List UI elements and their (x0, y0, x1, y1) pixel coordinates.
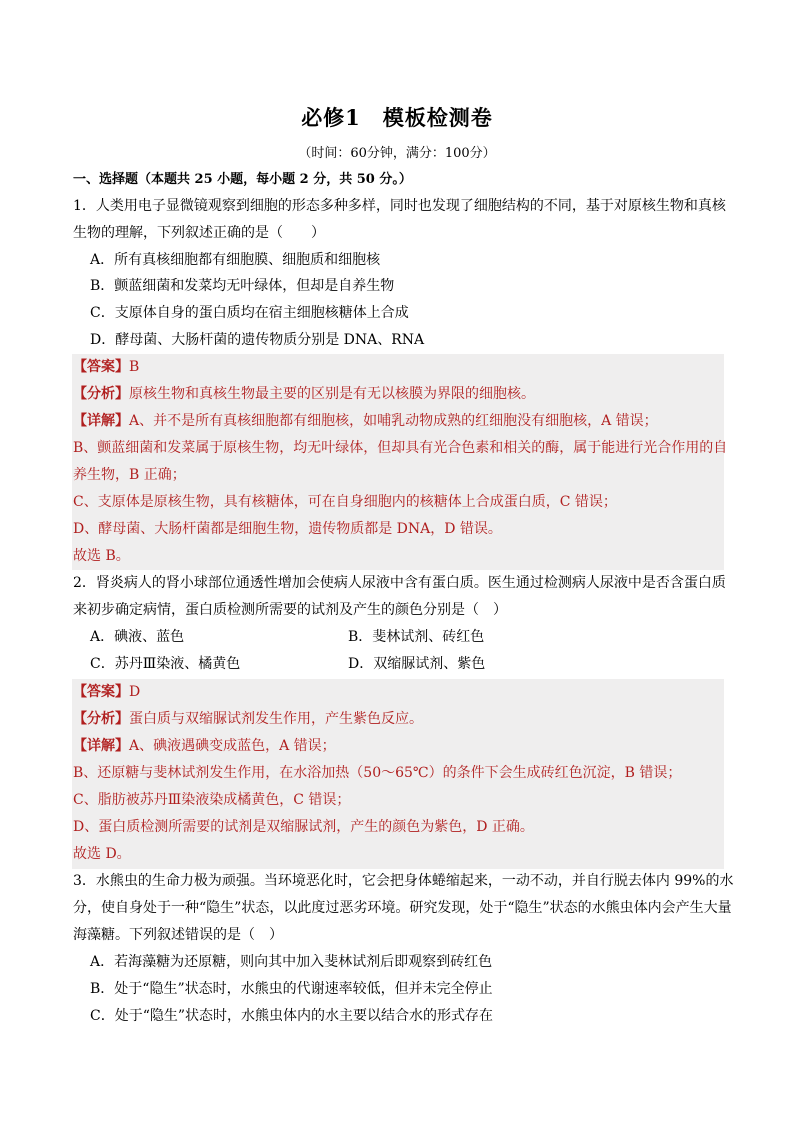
q3-option-b: B．处于“隐生”状态时，水熊虫的代谢速率较低，但并未完全停止 (90, 981, 493, 997)
q1-analysis (73, 384, 723, 404)
q3-option-a: A．若海藻糖为还原糖，则向其中加入斐林试剂后即观察到砖红色 (90, 954, 493, 970)
analysis-tag: 【分析】 (73, 711, 129, 727)
q2-option-b: B．斐林试剂、砖红色 (348, 629, 485, 645)
q1-answer (73, 357, 723, 377)
detail-tag: 【详解】 (73, 413, 129, 429)
q2-answer (73, 682, 723, 702)
q3-option-c: C．处于“隐生”状态时，水熊虫体内的水主要以结合水的形式存在 (90, 1008, 494, 1024)
q1-detail-line2: B、颤蓝细菌和发菜属于原核生物，均无叶绿体，但却具有光合色素和相关的酶，属于能进行光合作用的自 (73, 440, 728, 456)
q3-stem-line3: 海藻糖。下列叙述错误的是（ ） (73, 927, 283, 943)
section-heading: 一、选择题（本题共 25 小题，每小题 2 分，共 50 分。） (73, 172, 412, 187)
detail-tag: 【详解】 (73, 738, 129, 754)
analysis-tag: 【分析】 (73, 386, 129, 402)
analysis-text: 原核生物和真核生物最主要的区别是有无以核膜为界限的细胞核。 (129, 386, 535, 402)
q1-option-d: D．酵母菌、大肠杆菌的遗传物质分别是 DNA、RNA (90, 332, 425, 348)
q1-stem-line1: 1．人类用电子显微镜观察到细胞的形态多种多样，同时也发现了细胞结构的不同，基于对原核生物和真核 (73, 198, 726, 214)
q2-stem-line1: 2．肾炎病人的肾小球部位通透性增加会使病人尿液中含有蛋白质。医生通过检测病人尿液中是否含蛋白质 (73, 575, 726, 591)
detail-text: A、并不是所有真核细胞都有细胞核，如哺乳动物成熟的红细胞没有细胞核，A 错误； (129, 413, 658, 429)
q1-option-a: A．所有真核细胞都有细胞膜、细胞质和细胞核 (90, 252, 381, 268)
answer-tag: 【答案】 (73, 359, 129, 375)
q2-option-a: A．碘液、蓝色 (90, 629, 185, 645)
q2-option-c: C．苏丹Ⅲ染液、橘黄色 (90, 656, 241, 672)
q1-option-b: B．颤蓝细菌和发菜均无叶绿体，但却是自养生物 (90, 278, 395, 294)
q1-conclusion: 故选 B。 (73, 548, 130, 564)
q1-option-c: C．支原体自身的蛋白质均在宿主细胞核糖体上合成 (90, 305, 409, 321)
answer-value: D (129, 684, 141, 700)
q2-conclusion: 故选 D。 (73, 846, 131, 862)
page-title: 必修1 模板检测卷 (301, 105, 493, 130)
detail-text: A、碘液遇碘变成蓝色，A 错误； (129, 738, 336, 754)
q2-option-d: D．双缩脲试剂、紫色 (348, 656, 486, 672)
answer-value: B (129, 359, 140, 375)
analysis-text: 蛋白质与双缩脲试剂发生作用，产生紫色反应。 (129, 711, 423, 727)
q2-detail-line1 (73, 736, 723, 756)
q1-stem-line2: 生物的理解，下列叙述正确的是（ ） (73, 225, 325, 241)
q2-detail-line3: C、脂肪被苏丹Ⅲ染液染成橘黄色，C 错误； (73, 792, 351, 808)
q1-detail-line1 (73, 411, 723, 431)
q2-detail-line4: D、蛋白质检测所需要的试剂是双缩脲试剂，产生的颜色为紫色，D 正确。 (73, 819, 534, 835)
q1-detail-line3: 养生物，B 正确； (73, 467, 186, 483)
exam-info: （时间：60分钟，满分：100分） (298, 146, 496, 161)
answer-tag: 【答案】 (73, 684, 129, 700)
q3-stem-line2: 分，使自身处于一种“隐生”状态，以此度过恶劣环境。研究发现，处于“隐生”状态的水熊虫体内会产生大量 (73, 900, 732, 916)
q2-stem-line2: 来初步确定病情，蛋白质检测所需要的试剂及产生的颜色分别是（ ） (73, 602, 507, 618)
q2-analysis (73, 709, 723, 729)
q1-detail-line4: C、支原体是原核生物，具有核糖体，可在自身细胞内的核糖体上合成蛋白质，C 错误； (73, 494, 617, 510)
q1-detail-line5: D、酵母菌、大肠杆菌都是细胞生物，遗传物质都是 DNA，D 错误。 (73, 521, 502, 537)
q3-stem-line1: 3．水熊虫的生命力极为顽强。当环境恶化时，它会把身体蜷缩起来，一动不动，并自行脱去体内 99%的水 (73, 873, 734, 889)
q2-detail-line2: B、还原糖与斐林试剂发生作用，在水浴加热（50～65℃）的条件下会生成砖红色沉淀，B 错误； (73, 765, 682, 781)
